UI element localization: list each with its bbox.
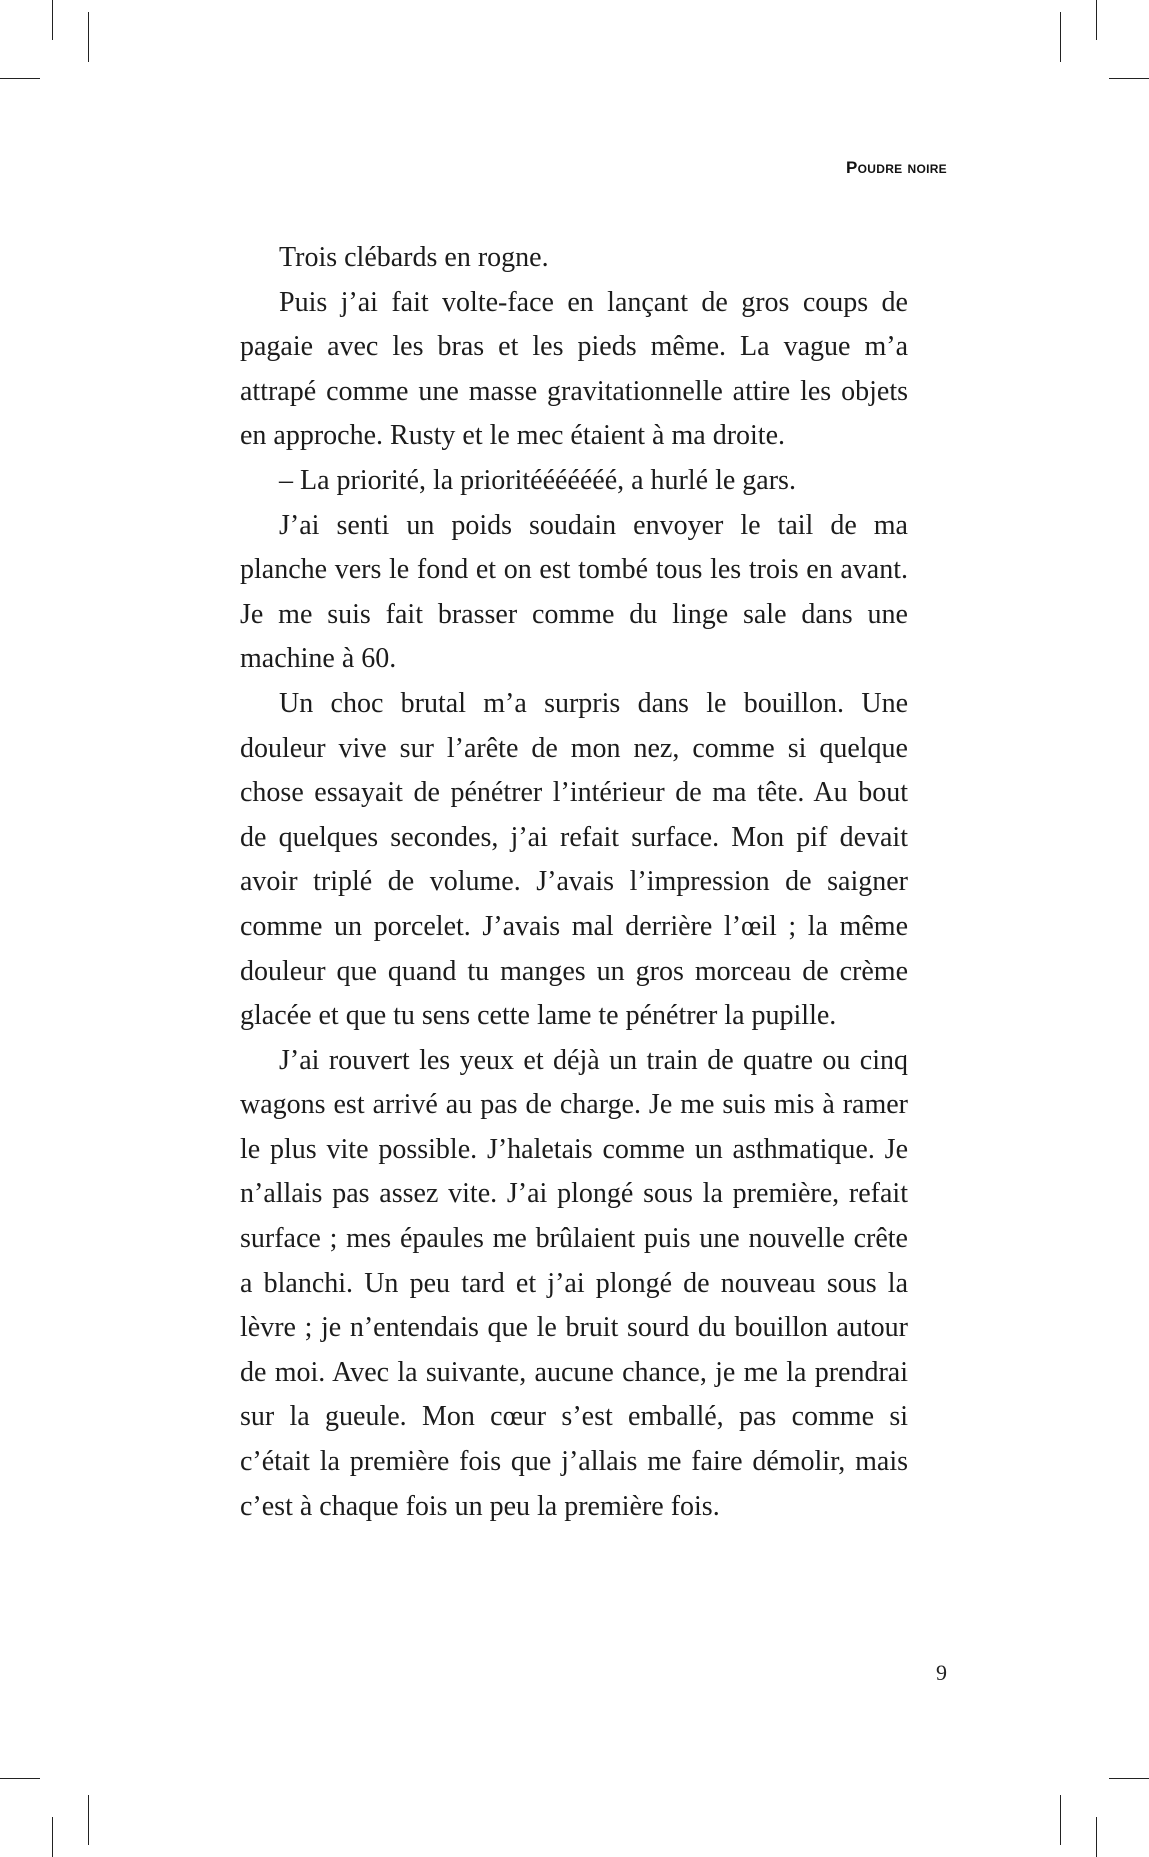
crop-mark	[88, 12, 89, 62]
running-head: Poudre noire	[845, 158, 947, 177]
crop-mark	[52, 1817, 53, 1857]
page-number: 9	[936, 1660, 947, 1685]
crop-mark	[1096, 1817, 1097, 1857]
paragraph: Trois clébards en rogne.	[279, 242, 549, 273]
paragraph: J’ai senti un poids soudain envoyer le tail de ma planche vers le fond et on est tombé tous les trois en avant. Je me suis fait brasser comme du linge sale dans une machine à 60.	[240, 509, 908, 675]
crop-mark	[1060, 12, 1061, 62]
paragraph: Un choc brutal m’a surpris dans le bouillon. Une douleur vive sur l’arête de mon nez, comme si quelque chose essayait de pénétrer l’intérieur de ma tête. Au bout de quelques secondes, j’ai refait surface. Mon pif devait avoir triplé de volume. J’avais l’impression de saigner comme un porcelet. J’avais mal derrière l’œil ; la même douleur que quand tu manges un gros morceau de crème glacée et que tu sens cette lame te pénétrer la pupille.	[240, 687, 908, 1032]
crop-mark	[1109, 1778, 1149, 1779]
paragraph: – La priorité, la prioritééééééé, a hurlé le gars.	[279, 464, 796, 496]
crop-mark	[0, 1778, 40, 1779]
crop-mark	[1096, 0, 1097, 40]
paragraph: J’ai rouvert les yeux et déjà un train de quatre ou cinq wagons est arrivé au pas de charge. Je me suis mis à ramer le plus vite possible. J’haletais comme un asthmatique. Je n’allais pas assez vite. J’ai plongé sous la première, refait surface ; mes épaules me brûlaient puis une nouvelle crête a blanchi. Un peu tard et j’ai plongé de nouveau sous la lèvre ; je n’entendais que le bruit sourd du bouillon autour de moi. Avec la suivante, aucune chance, je me la prendrai sur la gueule. Mon cœur s’est emballé, pas comme si c’était la première fois que j’allais me faire démolir, mais c’est à chaque fois un peu la première fois.	[240, 1044, 908, 1522]
body-text	[240, 236, 908, 1529]
paragraph: Puis j’ai fait volte-face en lançant de gros coups de pagaie avec les bras et les pieds même. La vague m’a attrapé comme une masse gravitationnelle attire les objets en approche. Rusty et le mec étaient à ma droite.	[240, 286, 908, 452]
crop-mark	[0, 78, 40, 79]
crop-mark	[1060, 1795, 1061, 1845]
crop-mark	[88, 1795, 89, 1845]
crop-mark	[1109, 78, 1149, 79]
crop-mark	[52, 0, 53, 40]
